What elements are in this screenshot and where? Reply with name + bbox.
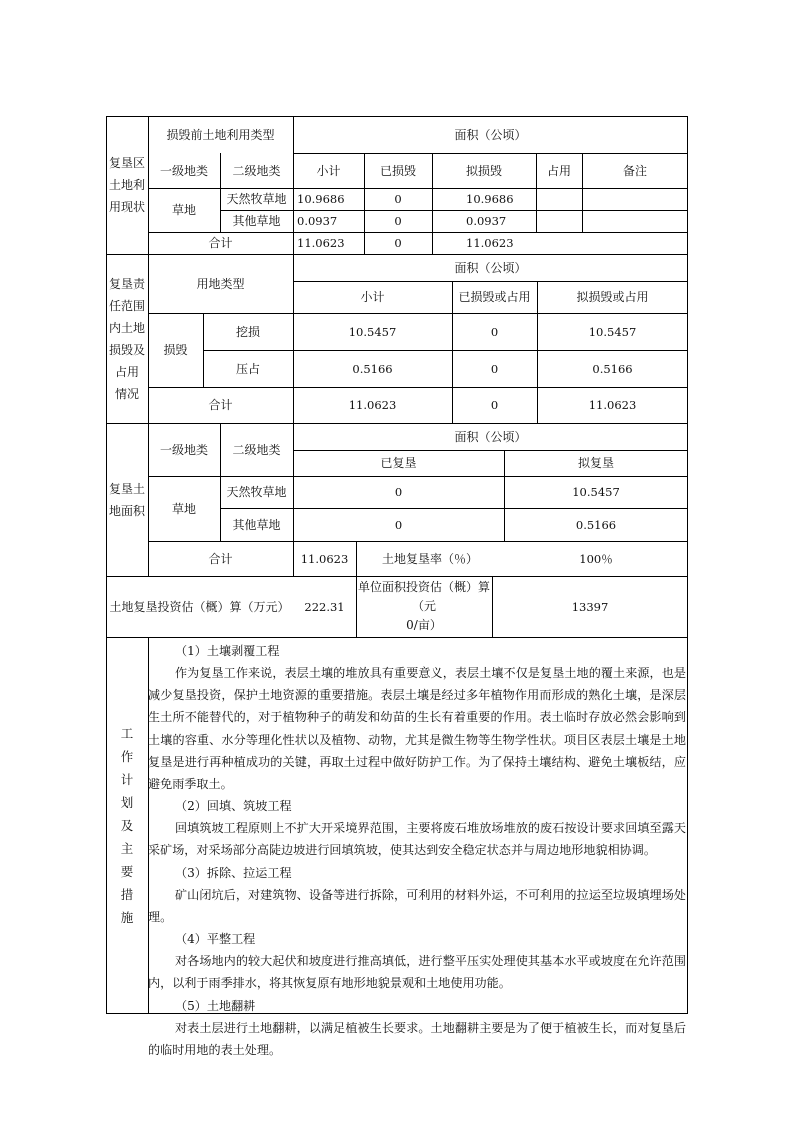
plan-paragraph: 作为复垦工作来说，表层土壤的堆放具有重要意义，表层土壤不仅是复垦土地的覆土来源，也是减少复垦投资，保护土地资源的重要措施。表层土壤是经过多年植物作用而形成的熟化土壤，是深层生土所不能替代的，对于植物种子的萌发和幼苗的生长有着重要的作用。表土临时存放必然会影响到土壤的容重、水分等理化性状以及植物、动物，尤其是微生物等生物学性状。项目区表层土壤是土地复垦是进行再种植成功的关键，再取土过程中做好防护工作。为了保持土壤结构、避免土壤板结，应避免雨季取土。 <box>148 666 686 791</box>
sec1-row-level2: 天然牧草地 <box>226 192 287 206</box>
sec2-type-header: 用地类型 <box>196 276 245 291</box>
plan-label-char: 划 <box>120 795 134 810</box>
invest-label: 土地复垦投资估（概）算（万元） <box>109 599 290 614</box>
sec1-col-level1: 一级地类 <box>159 163 208 178</box>
plan-heading: （5）土地翻耕 <box>175 998 256 1013</box>
sec1-area-header: 面积（公顷） <box>454 127 527 142</box>
sec2-total-label: 合计 <box>208 398 233 412</box>
sec3-row-level2: 天然牧草地 <box>226 485 287 499</box>
sec2-total-subtotal: 11.0623 <box>348 398 397 412</box>
invest-unit-line: （元 <box>411 599 436 613</box>
sec2-row-planned: 0.5166 <box>592 361 633 376</box>
sec2-row-type: 压占 <box>235 361 260 376</box>
plan-heading: （4）平整工程 <box>175 932 256 947</box>
invest-unit-line: 单位面积投资估（概）算 <box>357 580 490 594</box>
sec3-row-done: 0 <box>394 485 403 499</box>
plan-label-char: 主 <box>120 841 134 856</box>
plan-heading: （2）回填、筑坡工程 <box>175 799 292 814</box>
plan-paragraph: 回填筑坡工程原则上不扩大开采境界范围，主要将废石堆放场堆放的废石按设计要求回填至露天采矿场，对采场部分高陡边坡进行回填筑坡，使其达到安全稳定状态并与周边地形地貌相协调。 <box>148 821 686 858</box>
plan-label-char: 要 <box>120 864 134 879</box>
sec1-col-occupied: 占用 <box>546 163 571 178</box>
plan-label <box>106 637 148 1014</box>
sec2-label-line: 损毁及 <box>108 342 145 357</box>
sec1-label-line: 用现状 <box>108 200 145 214</box>
sec2-label-line: 内土地 <box>108 320 145 335</box>
sec3-label-line: 地面积 <box>108 504 145 518</box>
plan-label-char: 作 <box>120 749 134 764</box>
sec2-row-subtotal: 10.5457 <box>348 324 397 339</box>
sec1-total-subtotal: 11.0623 <box>297 236 345 250</box>
plan-label-char: 施 <box>120 910 134 925</box>
invest-unit-line: 0/亩） <box>406 618 442 632</box>
sec3-col-planned: 拟复垦 <box>577 456 614 470</box>
sec3-total-value: 11.0623 <box>300 552 349 566</box>
sec1-col-level2: 二级地类 <box>232 163 281 178</box>
plan-label-char: 计 <box>120 772 134 787</box>
invest-value: 222.31 <box>304 599 345 614</box>
sec1-col-damaged: 已损毁 <box>379 163 416 178</box>
sec2-total-done: 0 <box>490 398 499 412</box>
sec1-row-damaged: 0 <box>394 214 402 228</box>
plan-label-char: 工 <box>120 726 134 741</box>
plan-content <box>148 640 686 1061</box>
sec1-label-line: 土地利 <box>108 178 145 192</box>
sec1-type-header: 损毁前土地利用类型 <box>166 127 275 142</box>
sec1-row-planned: 0.0937 <box>466 214 507 228</box>
sec3-rate-value: 100％ <box>579 552 613 566</box>
sec3-rate-label: 土地复垦率（％） <box>381 552 478 566</box>
sec2-label <box>106 254 148 423</box>
sec2-col-subtotal: 小计 <box>360 290 385 304</box>
sec2-area-header: 面积（公顷） <box>454 260 527 275</box>
plan-heading: （1）土壤剥覆工程 <box>175 644 280 658</box>
sec2-label-line: 占用 <box>114 364 139 379</box>
sec3-area-header: 面积（公顷） <box>454 429 527 444</box>
sec3-row-planned: 0.5166 <box>575 517 617 532</box>
sec3-land-level1: 草地 <box>171 501 196 516</box>
sec2-row-done: 0 <box>490 324 499 339</box>
plan-heading: （3）拆除、拉运工程 <box>175 865 292 880</box>
sec3-row-done: 0 <box>394 517 403 532</box>
sec2-col-done: 已损毁或占用 <box>458 290 531 304</box>
sec3-label-line: 复垦土 <box>108 482 145 496</box>
sec1-total-planned: 11.0623 <box>466 236 514 250</box>
sec1-total-label: 合计 <box>208 236 233 250</box>
sec2-total-planned: 11.0623 <box>588 398 637 412</box>
sec1-label <box>106 116 148 254</box>
sec3-label <box>106 423 148 577</box>
sec1-label-line: 复垦区 <box>108 156 145 170</box>
plan-label-char: 及 <box>120 818 134 833</box>
plan-paragraph: 对表土层进行土地翻耕，以满足植被生长要求。土地翻耕主要是为了便于植被生长，而对复垦后的临时用地的表土处理。 <box>148 1020 686 1057</box>
sec2-label-line: 情况 <box>114 386 139 401</box>
sec3-col-level2: 二级地类 <box>232 442 281 457</box>
sec3-row-level2: 其他草地 <box>232 517 281 532</box>
sec2-col-planned: 拟损毁或占用 <box>576 290 649 304</box>
sec1-row-planned: 10.9686 <box>466 192 514 206</box>
invest-unit-value: 13397 <box>571 599 609 614</box>
sec3-col-level1: 一级地类 <box>159 442 208 457</box>
sec1-row-damaged: 0 <box>394 192 402 206</box>
plan-paragraph: 对各场地内的较大起伏和坡度进行推高填低，进行整平压实处理使其基本水平或坡度在允许范围内，以利于雨季排水，将其恢复原有地形地貌景观和土地使用功能。 <box>148 954 686 991</box>
sec1-col-planned: 拟损毁 <box>465 163 502 178</box>
sec2-label-line: 任范围 <box>108 298 145 313</box>
sec1-total-damaged: 0 <box>394 236 402 250</box>
sec2-row-done: 0 <box>490 361 499 376</box>
sec3-row-planned: 10.5457 <box>572 485 620 499</box>
sec1-col-subtotal: 小计 <box>316 163 341 178</box>
sec1-col-note: 备注 <box>622 163 647 178</box>
sec3-total-label: 合计 <box>208 552 233 566</box>
sec1-row-subtotal: 0.0937 <box>297 214 338 228</box>
sec2-row-subtotal: 0.5166 <box>352 361 393 376</box>
sec2-row-planned: 10.5457 <box>588 324 637 339</box>
plan-label-char: 措 <box>120 887 134 902</box>
sec2-row-type: 挖损 <box>235 324 260 339</box>
sec1-land-level1: 草地 <box>171 203 196 217</box>
sec3-col-done: 已复垦 <box>380 456 417 470</box>
sec1-row-subtotal: 10.9686 <box>297 192 345 206</box>
plan-paragraph: 矿山闭坑后，对建筑物、设备等进行拆除，可利用的材料外运，不可利用的拉运至垃圾填埋场处理。 <box>148 887 686 924</box>
invest-unit-label <box>356 576 492 637</box>
sec2-label-line: 复垦责 <box>108 276 145 291</box>
rule <box>106 637 688 638</box>
sec1-row-level2: 其他草地 <box>232 214 281 228</box>
sec2-group: 损毁 <box>163 343 188 357</box>
